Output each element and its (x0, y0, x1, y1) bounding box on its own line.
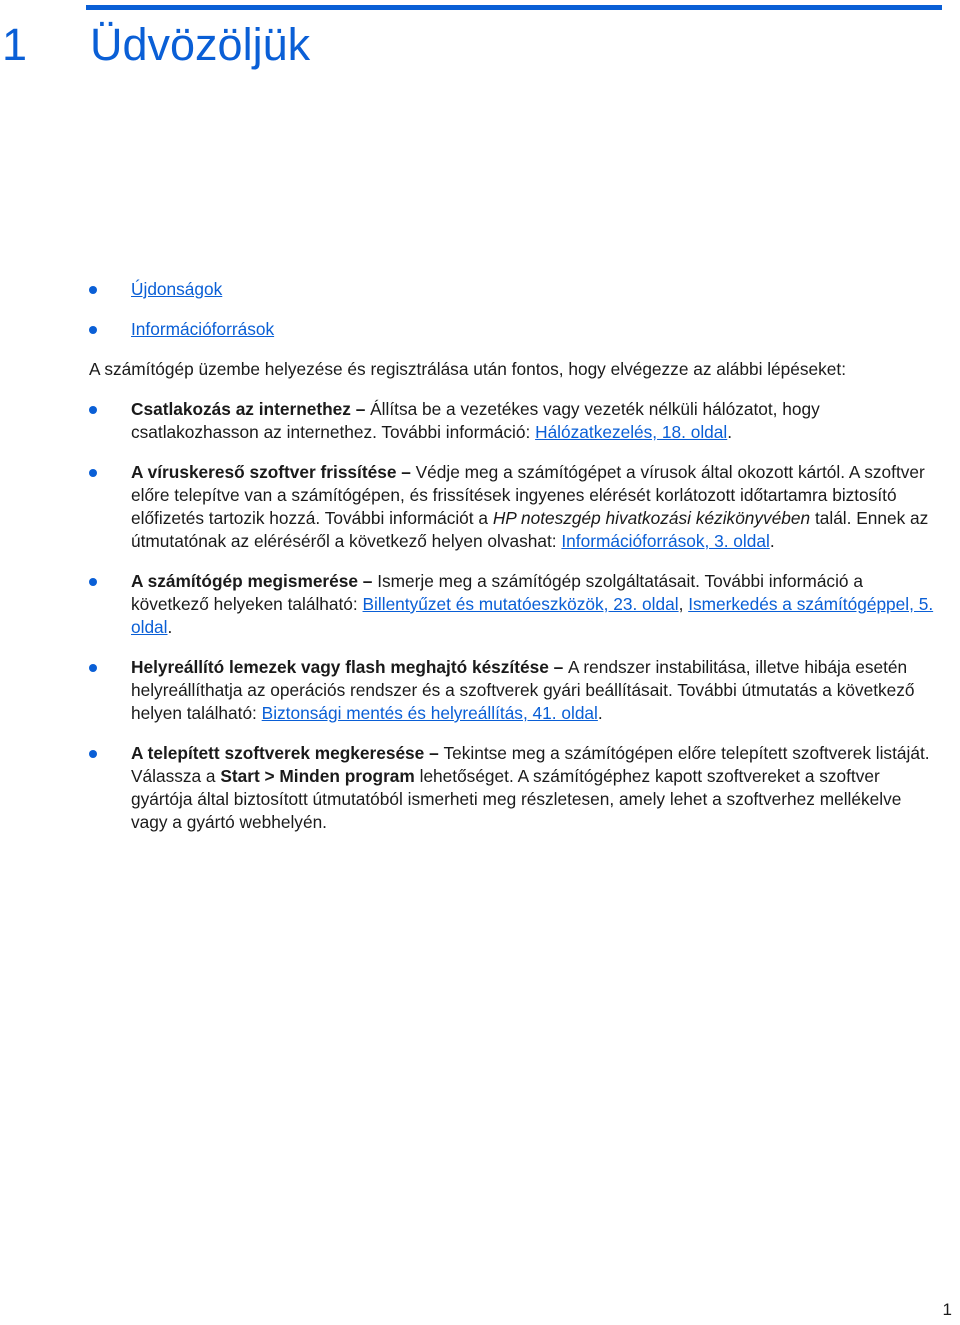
step-title: A víruskereső szoftver frissítése (131, 462, 397, 482)
link-billentyuzet[interactable]: Billentyűzet és mutatóeszközök, 23. oldal (362, 594, 679, 614)
step-text: Ismerje meg a számítógép szolgáltatásait. További információ a következő helyeken található: (131, 571, 863, 614)
step-dash: – (350, 399, 371, 419)
menu-path: Start > Minden program (220, 766, 415, 786)
bullet-icon (89, 664, 97, 672)
intro-paragraph: A számítógép üzembe helyezése és regisztrálása után fontos, hogy elvégezze az alábbi lépéseket: (89, 359, 846, 379)
bullet-icon (89, 469, 97, 477)
link-halozatkezeles[interactable]: Hálózatkezelés, 18. oldal (535, 422, 728, 442)
bullet-icon (89, 406, 97, 414)
step-end: . (727, 422, 733, 442)
step-antivirus (0, 461, 960, 553)
step-text: Állítsa be a vezetékes vagy vezeték nélküli hálózatot, hogy csatlakozhasson az internethez. További információ: (131, 399, 820, 442)
link-informacioforrasok-3[interactable]: Információforrások, 3. oldal (561, 531, 770, 551)
list-item (0, 318, 960, 341)
step-installed-software (0, 742, 960, 834)
bullet-icon (89, 326, 97, 334)
header-rule (86, 5, 942, 10)
step-dash: – (358, 571, 378, 591)
link-informacioforrasok[interactable]: Információforrások (131, 319, 275, 339)
list-item (0, 278, 960, 301)
step-dash: – (396, 462, 416, 482)
topic-links-list (0, 278, 960, 358)
step-end: . (167, 617, 173, 637)
step-end: . (769, 531, 775, 551)
step-recovery-media (0, 656, 960, 725)
step-dash: – (548, 657, 569, 677)
link-ismerkedes[interactable]: Ismerkedés a számítógéppel, 5. oldal (131, 594, 934, 637)
step-title: A számítógép megismerése (131, 571, 358, 591)
link-biztonsagi-mentes[interactable]: Biztonsági mentés és helyreállítás, 41. oldal (261, 703, 598, 723)
step-title: A telepített szoftverek megkeresése (131, 743, 425, 763)
step-text: lehetőséget. A számítógéphez kapott szoftvereket a szoftver gyártója által biztosított útmutatóból ismerheti meg részletesen, amely lehet a szoftverhez mellékelve vagy a gyártó webhelyén. (131, 766, 902, 832)
step-text: Védje meg a számítógépet a vírusok által okozott kártól. A szoftver előre telepítve van a számítógépen, és frissítések ingyenes elérését korlátozott időtartamra biztosító előfizetés tartozik hozzá. További információt a (131, 462, 925, 528)
chapter-number: 1 (2, 19, 28, 70)
step-title: Csatlakozás az internethez (131, 399, 351, 419)
step-text: A rendszer instabilitása, illetve hibája esetén helyreállíthatja az operációs rendszer és a szoftverek gyári beállításait. További útmutatás a következő helyen található: (131, 657, 915, 723)
step-dash: – (424, 743, 444, 763)
bullet-icon (89, 286, 97, 294)
step-text: Tekintse meg a számítógépen előre telepített szoftverek listáját. Válassza a (131, 743, 930, 786)
step-internet (0, 398, 960, 444)
page-number: 1 (942, 1300, 952, 1319)
step-separator: , (678, 594, 689, 614)
bullet-icon (89, 750, 97, 758)
step-italic-reference: HP noteszgép hivatkozási kézikönyvében (492, 508, 811, 528)
chapter-title: Üdvözöljük (90, 19, 311, 70)
bullet-icon (89, 578, 97, 586)
steps-list (0, 398, 960, 851)
step-end: . (597, 703, 603, 723)
step-title: Helyreállító lemezek vagy flash meghajtó készítése (131, 657, 549, 677)
step-text: talál. Ennek az útmutatónak az eléréséről a következő helyen olvashat: (131, 508, 929, 551)
step-computer-tour (0, 570, 960, 639)
link-ujdonsagok[interactable]: Újdonságok (131, 279, 223, 299)
